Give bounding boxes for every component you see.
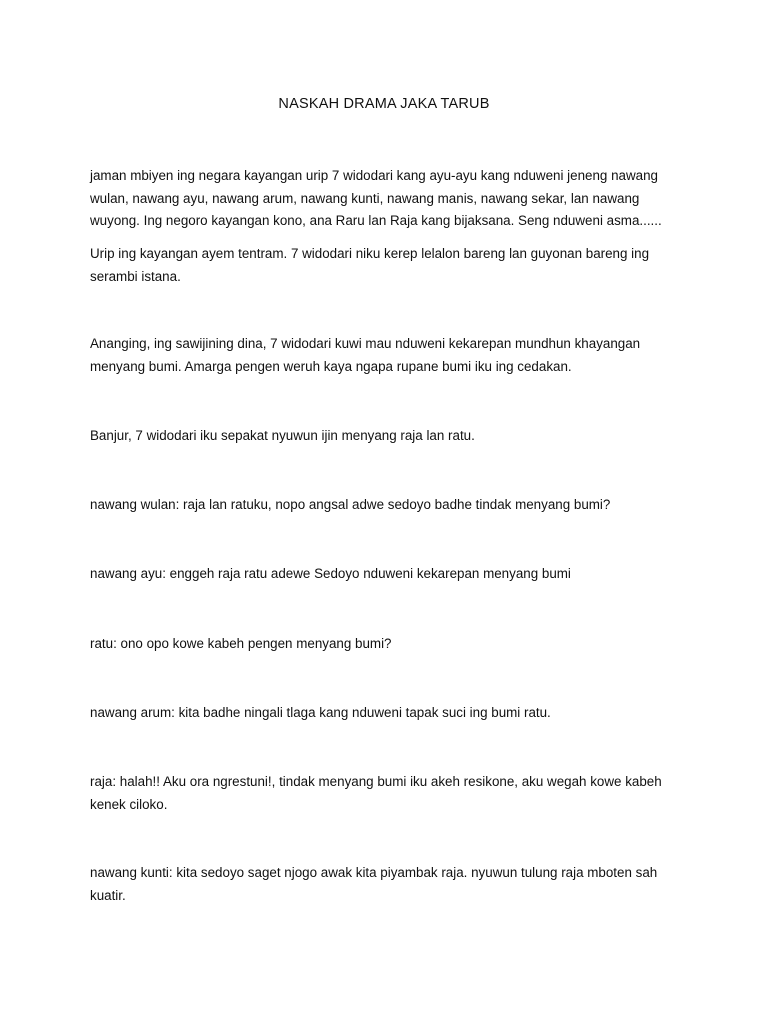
paragraph-intro: jaman mbiyen ing negara kayangan urip 7 widodari kang ayu-ayu kang nduweni jeneng nawang wulan, nawang ayu, nawang arum, nawang kunti, nawang manis, nawang sekar, lan nawang wuyong. Ing negoro kayangan kono, ana Raru lan Raja kang bijaksana. Seng nduweni asma......	[90, 168, 662, 228]
dialogue-line: nawang arum: kita badhe ningali tlaga kang nduweni tapak suci ing bumi ratu.	[90, 705, 551, 720]
dialogue-line: ratu: ono opo kowe kabeh pengen menyang bumi?	[90, 636, 392, 651]
paragraph-desire: Ananging, ing sawijining dina, 7 widodari kuwi mau nduweni kekarepan mundhun khayangan menyang bumi. Amarga pengen weruh kaya ngapa rupane bumi iku ing cedakan.	[90, 336, 641, 374]
dialogue-line: nawang ayu: enggeh raja ratu adewe Sedoyo nduweni kekarepan menyang bumi	[90, 566, 571, 581]
dialogue-line: nawang kunti: kita sedoyo saget njogo awak kita piyambak raja. nyuwun tulung raja mboten sah kuatir.	[90, 865, 658, 903]
paragraph-permission: Banjur, 7 widodari iku sepakat nyuwun ijin menyang raja lan ratu.	[90, 428, 475, 443]
dialogue-line: nawang wulan: raja lan ratuku, nopo angsal adwe sedoyo badhe tindak menyang bumi?	[90, 497, 611, 512]
document-title: NASKAH DRAMA JAKA TARUB	[278, 96, 490, 112]
dialogue-line: raja: halah!! Aku ora ngrestuni!, tindak menyang bumi iku akeh resikone, aku wegah kowe kabeh kenek ciloko.	[90, 774, 662, 812]
paragraph-life: Urip ing kayangan ayem tentram. 7 widodari niku kerep lelalon bareng lan guyonan bareng ing serambi istana.	[90, 246, 650, 284]
